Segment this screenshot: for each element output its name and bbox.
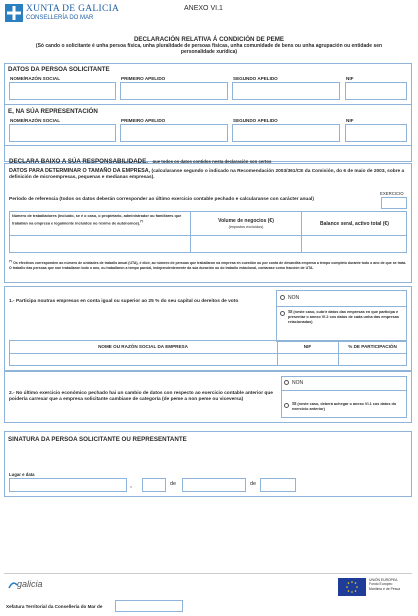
place-date-label: Lugar e data (9, 472, 35, 477)
galicia-logo (8, 579, 50, 593)
turnover-subheader: (impostos excluídos) (228, 225, 264, 229)
q1-yes-option (288, 310, 404, 324)
applicant-surname2-field[interactable] (232, 82, 340, 100)
office-field[interactable] (115, 600, 183, 612)
applicant-nif-field[interactable] (345, 82, 407, 100)
applicant-heading: DATOS DA PERSOA SOLICITANTE (8, 66, 110, 73)
q1-yes-radio[interactable] (280, 311, 285, 316)
q2-options-divider (282, 390, 406, 391)
period-label: Período de referencia (todos os datos deberán corresponder ao último exercicio contable pechado e calcularanse con carácter anual) (9, 197, 314, 202)
footnote (9, 259, 407, 271)
eu-text-3: Marítimo e de Pesca (369, 586, 401, 591)
representative-heading: E, NA SÚA REPRESENTACIÓN (8, 108, 98, 115)
eu-flag (338, 578, 366, 596)
workers-header-text: Número de traballadores (incluído, se é o caso, o propietario, administrador ou familiares que traballan na empresa e legalmente incluídos no réxime de autónomos). (12, 214, 182, 226)
q2-yes-label: SI (292, 401, 297, 406)
applicant-surname2-label: SEGUNDO APELIDO (233, 76, 278, 81)
q1-number: 1.- (9, 299, 15, 304)
de-separator-2: de (250, 481, 257, 487)
q1-col-percent: % DE PARTICIPACIÓN (348, 344, 397, 349)
q1-yes-label: SI (288, 309, 293, 314)
signature-heading: SINATURA DA PERSOA SOLICITANTE OU REPRESENTANTE (8, 436, 187, 443)
footer-line (4, 573, 412, 574)
turnover-header: Volume de negocios (€) (218, 218, 274, 224)
exercise-field[interactable] (381, 197, 407, 209)
eu-text (369, 578, 411, 591)
applicant-surname1-field[interactable] (120, 82, 228, 100)
workers-header (12, 214, 187, 226)
company-size-intro (9, 168, 407, 181)
declaration-note: que todos os datos contidos nesta declaración son certos (152, 159, 272, 164)
logo-line-2: CONSELLERÍA DO MAR (26, 15, 94, 21)
q2-question (9, 391, 279, 403)
eu-flag-icon (338, 578, 366, 596)
company-size-heading-rest: (calcularanse segundo o indicado na Recomendación 2003/361/CE da Comisión, do 6 de maio de 2003, sobre a definición de microempresas, pequenas e medianas empresas). (9, 169, 405, 180)
representative-nif-field[interactable] (345, 124, 407, 142)
applicant-nif-label: NIF (346, 76, 354, 81)
representative-nif-label: NIF (346, 118, 354, 123)
q1-col-nif: NIF (303, 344, 312, 349)
xunta-logo (5, 4, 23, 22)
logo-line-1: XUNTA DE GALICIA (26, 4, 120, 14)
q1-row-nif-field[interactable] (278, 354, 337, 365)
day-field[interactable] (142, 478, 166, 492)
page-subtitle: (Só cando o solicitante é unha persoa física, unha pluralidade de persoas físicas, unha comunidade de bens ou unha agrupación ou entidade sen personalidade xurídica) (35, 43, 383, 55)
q1-col-company: NOME OU RAZÓN SOCIAL DA EMPRESA (98, 344, 188, 349)
eu-text-2: Fondo Europeo (369, 582, 393, 587)
exercise-label: EXERCICIO (380, 191, 404, 196)
month-field[interactable] (182, 478, 246, 492)
declaration-heading: DECLARA BAIXO A SÚA RESPONSABILIDADE, (9, 158, 148, 165)
q1-options-divider (277, 306, 406, 307)
galicia-logo-text: galicia (17, 579, 43, 589)
q1-no-radio[interactable] (280, 295, 285, 300)
annex-label: ANEXO VI.1 (184, 5, 223, 12)
page-title: DECLARACIÓN RELATIVA Á CONDICIÓN DE PEME (133, 36, 285, 43)
q2-yes-note: (neste caso, deberá achegar o anexo VI.1 cos datos do exercicio anterior) (292, 402, 397, 411)
representative-surname2-label: SEGUNDO APELIDO (233, 118, 278, 123)
representative-surname1-field[interactable] (120, 124, 228, 142)
representative-surname2-field[interactable] (232, 124, 340, 142)
q1-question (9, 299, 271, 305)
q2-no-radio[interactable] (284, 380, 289, 385)
footnote-mark: (*) (9, 259, 13, 263)
comma-separator: , (130, 482, 132, 489)
q1-row-percent-field[interactable] (339, 354, 406, 365)
workers-field[interactable] (10, 236, 190, 252)
footnote-text: Os efectivos corresponden ao número de unidades de traballo anual (UTA), é dicir, ao número de persoas que traballaron na empresa en cuestión ou por conta de devandita empresa a tempo completo durante todo o ano de que se trata. O traballo das persoas que non traballaron todo o ano, ou traballaron a tempo parcial, independentemente da súa duración ou do traballo estacional, contarase como fracción de UTA. (9, 261, 407, 270)
eu-text-1: UNIÓN EUROPEA (369, 578, 398, 582)
q2-number: 2.- (9, 391, 15, 396)
turnover-field[interactable] (191, 236, 301, 252)
workers-header-sup: (*) (140, 218, 144, 223)
de-separator-1: de (170, 481, 177, 487)
applicant-name-label: NOME/RAZÓN SOCIAL (10, 76, 61, 81)
q1-row-company-field[interactable] (10, 354, 276, 365)
q1-yes-note: (neste caso, cubrir datos das empresas en que participa e presentar o anexo VI.2 cos datos de cada unha das empresas relacionadas) (288, 310, 399, 324)
q2-yes-option (292, 402, 404, 412)
balance-field[interactable] (302, 236, 406, 252)
representative-name-label: NOME/RAZÓN SOCIAL (10, 118, 61, 123)
place-field[interactable] (9, 478, 127, 492)
applicant-surname1-label: PRIMEIRO APELIDO (121, 76, 166, 81)
applicant-name-field[interactable] (9, 82, 116, 100)
q1-no-label: NON (288, 295, 300, 301)
q2-no-label: NON (292, 380, 304, 386)
company-size-heading: DATOS PARA DETERMINAR O TAMAÑO DA EMPRESA, (9, 168, 151, 174)
q1-text: Participa noutras empresas en conta igual ou superior ao 25 % do seu capital ou dereitos de voto (15, 299, 239, 304)
office-label: Xefatura Territorial da Consellería do Mar de (6, 604, 103, 609)
balance-header: Balance xeral, activo total (€) (320, 221, 389, 227)
q2-yes-radio[interactable] (284, 403, 289, 408)
q2-text: No último exercicio económico pechado hai un cambio de datos con respecto ao exercicio contable anterior que poidería carrexar que a empresa solicitante cambiase de categoría (de peme a non peme ou viceversa) (9, 391, 273, 402)
representative-surname1-label: PRIMEIRO APELIDO (121, 118, 166, 123)
representative-name-field[interactable] (9, 124, 116, 142)
year-field[interactable] (260, 478, 296, 492)
xunta-emblem-icon (5, 4, 23, 22)
